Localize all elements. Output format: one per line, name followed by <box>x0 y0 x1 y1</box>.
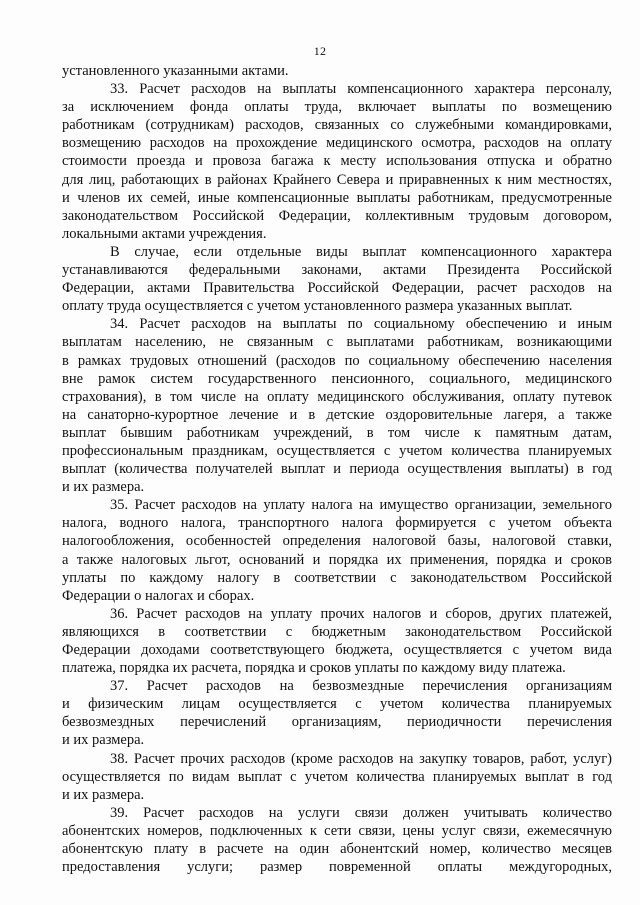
text-line: 36. Расчет расходов на уплату прочих налогов и сборов, других платежей, <box>110 605 612 622</box>
text-line: выплатам населению, не связанным с выплатами работникам, возникающими <box>62 334 612 351</box>
text-line: стоимости проезда и провоза багажа к месту использования отпуска и обратно <box>62 153 612 170</box>
page-number: 12 <box>313 44 327 58</box>
text-line: безвозмездных перечислений организациям, периодичности перечисления <box>62 714 612 731</box>
text-line: установленного указанными актами. <box>62 63 289 79</box>
text-line: 39. Расчет расходов на услуги связи должен учитывать количество <box>110 804 612 821</box>
text-line: на санаторно-курортное лечение и в детские оздоровительные лагеря, а также <box>62 406 612 423</box>
text-line: для лиц, работающих в районах Крайнего Севера и приравненных к ним местностях, <box>62 171 612 188</box>
text-line: за исключением фонда оплаты труда, включает выплаты по возмещению <box>62 99 612 116</box>
text-line: законодательством Российской Федерации, коллективным трудовым договором, <box>62 207 612 224</box>
text-line: предоставления услуги; размер повременной оплаты междугородных, <box>62 859 612 876</box>
text-line: и их размера. <box>62 732 145 749</box>
text-line: и членов их семей, иные компенсационные выплаты работникам, предусмотренные <box>62 189 612 206</box>
text-line: вне рамок систем государственного пенсионного, социального, медицинского <box>62 370 612 387</box>
text-line: абонентскую плату в расчете на один абонентский номер, количество месяцев <box>62 841 612 858</box>
text-line: налога, водного налога, транспортного налога формируется с учетом объекта <box>62 515 612 532</box>
text-line: Федерации доходами соответствующего бюджета, осуществляется с учетом вида <box>62 642 612 658</box>
text-line: налогообложения, особенностей определения налоговой базы, налоговой ставки, <box>62 533 612 550</box>
text-line: осуществляется по видам выплат с учетом количества планируемых выплат в год <box>62 768 612 785</box>
text-line: и физическим лицам осуществляется с учетом количества планируемых <box>62 696 612 713</box>
text-line: 37. Расчет расходов на безвозмездные перечисления организациям <box>110 678 612 695</box>
text-line: Федерации, актами Правительства Российской Федерации, расчет расходов на <box>62 280 612 297</box>
text-line: в рамках трудовых отношений (расходов по социальному обеспечению населения <box>62 352 612 369</box>
text-line: а также налоговых льгот, оснований и порядка их применения, порядка и сроков <box>62 551 612 568</box>
text-line: абонентских номеров, подключенных к сети связи, цены услуг связи, ежемесячную <box>62 822 612 839</box>
text-line: Федерации о налогах и сборах. <box>62 587 255 604</box>
text-line: возмещению расходов на прохождение медицинского осмотра, расходов на оплату <box>62 135 612 152</box>
text-line: В случае, если отдельные виды выплат компенсационного характера <box>110 243 612 260</box>
text-line: устанавливаются федеральными законами, актами Президента Российской <box>62 262 612 279</box>
text-line: 35. Расчет расходов на уплату налога на имущество организации, земельного <box>110 497 612 514</box>
text-line: работникам (сотрудникам) расходов, связанных со служебными командировками, <box>62 117 612 134</box>
text-line: и их размера. <box>62 479 145 496</box>
text-line: 38. Расчет прочих расходов (кроме расходов на закупку товаров, работ, услуг) <box>110 750 612 767</box>
text-line: 33. Расчет расходов на выплаты компенсационного характера персоналу, <box>110 81 612 98</box>
document-body <box>62 62 612 876</box>
text-line: страхования), в том числе на оплату медицинского обслуживания, оплату путевок <box>62 388 612 405</box>
text-line: и их размера. <box>62 786 145 803</box>
text-line: выплат (количества получателей выплат и периода осуществления выплаты) в год <box>62 461 612 478</box>
text-line: платежа, порядка их расчета, порядка и сроков уплаты по каждому виду платежа. <box>62 660 566 677</box>
text-line: оплату труда осуществляется с учетом установленного размера указанных выплат. <box>62 298 573 315</box>
text-line: 34. Расчет расходов на выплаты по социальному обеспечению и иным <box>110 316 612 333</box>
text-line: являющихся в соответствии с бюджетным законодательством Российской <box>62 623 612 640</box>
text-line: уплаты по каждому налогу в соответствии с законодательством Российской <box>62 569 612 586</box>
text-line: профессиональным праздникам, осуществляется с учетом количества планируемых <box>62 442 612 459</box>
text-line: локальными актами учреждения. <box>62 225 267 242</box>
text-line: выплат бывшим работникам учреждений, в том числе к памятным датам, <box>62 424 612 441</box>
